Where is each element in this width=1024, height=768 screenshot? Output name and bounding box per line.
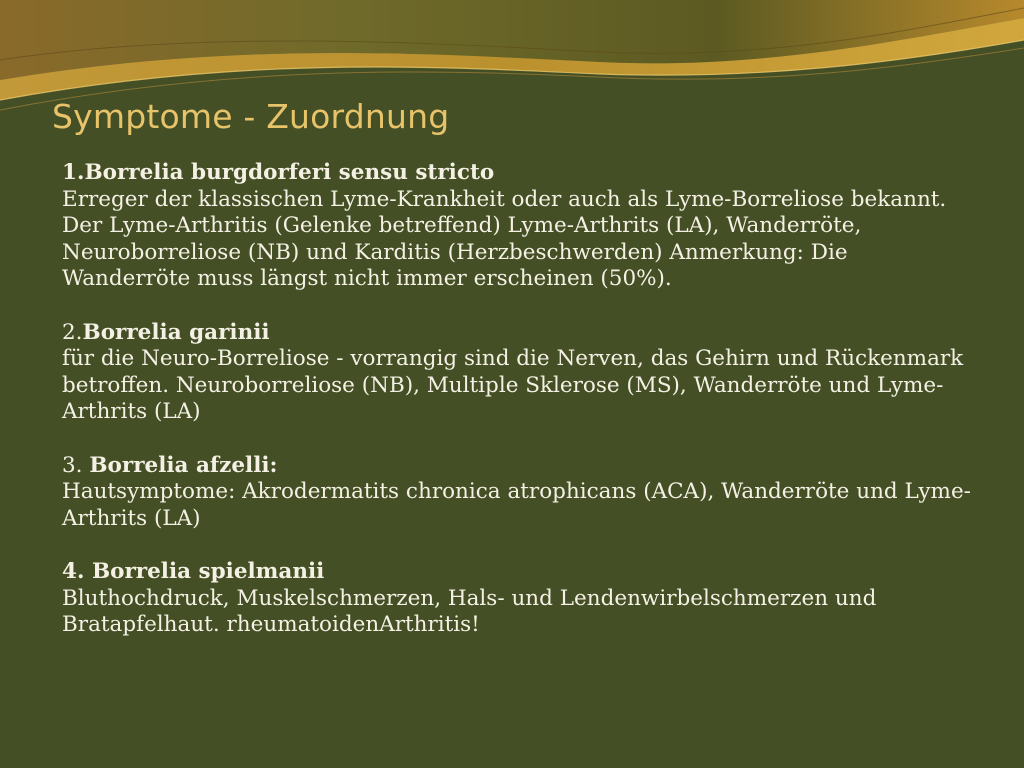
symptom-list — [62, 160, 982, 666]
entry-name: Borrelia garinii — [82, 319, 270, 345]
entry-name: Borrelia burgdorferi sensu stricto — [84, 160, 495, 185]
entry-heading — [62, 559, 982, 586]
entry-description: Bluthochdruck, Muskelschmerzen, Hals- und Lendenwirbelschmerzen und Bratapfelhaut. rheumatoidenArthritis! — [62, 585, 877, 637]
entry-number: 4. — [62, 559, 92, 584]
slide-title: Symptome - Zuordnung — [52, 97, 450, 136]
list-item — [62, 160, 982, 293]
list-item — [62, 559, 982, 639]
entry-description: für die Neuro-Borreliose - vorrangig sind die Nerven, das Gehirn und Rückenmark betroffen. Neuroborreliose (NB), Multiple Sklerose (MS), Wanderröte und Lyme-Arthrits (LA) — [62, 346, 964, 424]
entry-description: Erreger der klassischen Lyme-Krankheit oder auch als Lyme-Borreliose bekannt. Der Lyme-Arthritis (Gelenke betreffend) Lyme-Arthrits (LA), Wanderröte, Neuroborreliose (NB) und Karditis (Herzbeschwerden) Anmerkung: Die Wanderröte muss längst nicht immer erscheinen (50%). — [62, 186, 947, 291]
entry-name: Borrelia afzelli: — [89, 452, 278, 478]
entry-number: 2. — [62, 319, 83, 345]
entry-name: Borrelia spielmanii — [91, 559, 325, 584]
entry-number: 1. — [62, 160, 85, 185]
list-item — [62, 320, 982, 426]
entry-heading — [62, 160, 982, 187]
entry-heading — [62, 320, 982, 347]
entry-number: 3. — [62, 452, 90, 478]
entry-description: Hautsymptome: Akrodermatits chronica atrophicans (ACA), Wanderröte und Lyme-Arthrits (LA) — [62, 479, 971, 531]
entry-heading — [62, 453, 982, 480]
list-item — [62, 453, 982, 533]
